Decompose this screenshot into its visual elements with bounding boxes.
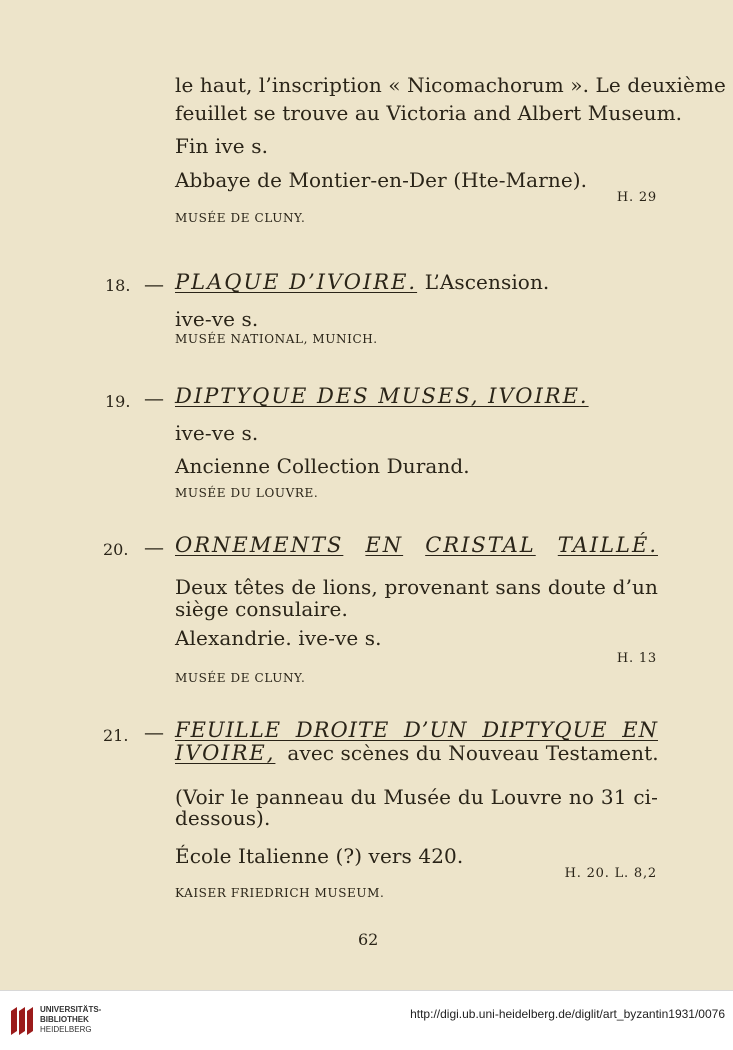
logo-line-2: BIBLIOTHEK bbox=[40, 1015, 89, 1024]
entry-18-heading bbox=[175, 270, 549, 294]
source-url-link[interactable]: http://digi.ub.uni-heidelberg.de/diglit/art_byzantin1931/0076 bbox=[410, 1007, 725, 1021]
entry-20-museum: MUSÉE DE CLUNY. bbox=[175, 671, 306, 685]
entry-20-description-1: Deux têtes de lions, provenant sans doute d’un bbox=[175, 575, 658, 599]
entry-20-number: 20. bbox=[103, 540, 129, 559]
entry-21-school: École Italienne (?) vers 420. bbox=[175, 844, 464, 868]
entry-20-dimension: H. 13 bbox=[616, 651, 657, 666]
continuation-line-2: feuillet se trouve au Victoria and Albert Museum. bbox=[175, 101, 683, 125]
entry-21-note-1: (Voir le panneau du Musée du Louvre no 31 ci- bbox=[175, 785, 658, 809]
entry-20-title-word-1: ORNEMENTS bbox=[175, 533, 344, 557]
entry-18-date: ive-ve s. bbox=[175, 307, 259, 331]
entry-19-provenance: Ancienne Collection Durand. bbox=[175, 454, 470, 478]
entry-19-museum: MUSÉE DU LOUVRE. bbox=[175, 486, 319, 500]
entry-19-number: 19. bbox=[105, 392, 131, 411]
entry-18-title: PLAQUE D’IVOIRE. bbox=[175, 270, 418, 294]
university-library-name bbox=[40, 1005, 101, 1035]
entry-21-title-word: IVOIRE, bbox=[175, 741, 276, 765]
viewer-footer bbox=[0, 990, 733, 1050]
continuation-museum: MUSÉE DE CLUNY. bbox=[175, 211, 306, 225]
continuation-dimension: H. 29 bbox=[616, 190, 657, 205]
entry-21-number: 21. bbox=[103, 726, 129, 745]
entry-21-subtitle: avec scènes du Nouveau Testament. bbox=[287, 741, 659, 765]
entry-21-title-line-1: FEUILLE DROITE D’UN DIPTYQUE EN bbox=[175, 718, 658, 742]
entry-20-title-word-3: CRISTAL bbox=[425, 533, 536, 557]
entry-20-title bbox=[175, 533, 658, 557]
logo-line-3: HEIDELBERG bbox=[40, 1025, 92, 1034]
university-library-logo-icon bbox=[8, 1005, 36, 1041]
page-number: 62 bbox=[358, 930, 379, 949]
entry-20-dash: — bbox=[144, 535, 165, 559]
continuation-line-1: le haut, l’inscription « Nicomachorum ». Le deuxième bbox=[175, 73, 726, 97]
entry-21-title-line-2 bbox=[175, 741, 658, 765]
continuation-date: Fin ive s. bbox=[175, 134, 269, 158]
entry-18-dash: — bbox=[144, 272, 165, 296]
entry-21-note-2: dessous). bbox=[175, 806, 271, 830]
entry-20-origin: Alexandrie. ive-ve s. bbox=[175, 626, 382, 650]
entry-19-dash: — bbox=[144, 386, 165, 410]
entry-21-dash: — bbox=[144, 720, 165, 744]
entry-20-title-word-2: EN bbox=[365, 533, 404, 557]
continuation-provenance: Abbaye de Montier-en-Der (Hte-Marne). bbox=[175, 168, 588, 192]
entry-18-museum: MUSÉE NATIONAL, MUNICH. bbox=[175, 332, 378, 346]
entry-21-dimension: H. 20. L. 8,2 bbox=[564, 866, 657, 881]
logo-line-1: UNIVERSITÄTS- bbox=[40, 1005, 102, 1014]
entry-20-description-2: siège consulaire. bbox=[175, 597, 348, 621]
entry-20-title-word-4: TAILLÉ. bbox=[557, 533, 658, 557]
entry-18-number: 18. bbox=[105, 276, 131, 295]
entry-19-title: DIPTYQUE DES MUSES, IVOIRE. bbox=[175, 384, 589, 408]
entry-19-date: ive-ve s. bbox=[175, 421, 259, 445]
entry-18-subtitle: L’Ascension. bbox=[424, 270, 550, 294]
entry-21-museum: KAISER FRIEDRICH MUSEUM. bbox=[175, 886, 385, 900]
